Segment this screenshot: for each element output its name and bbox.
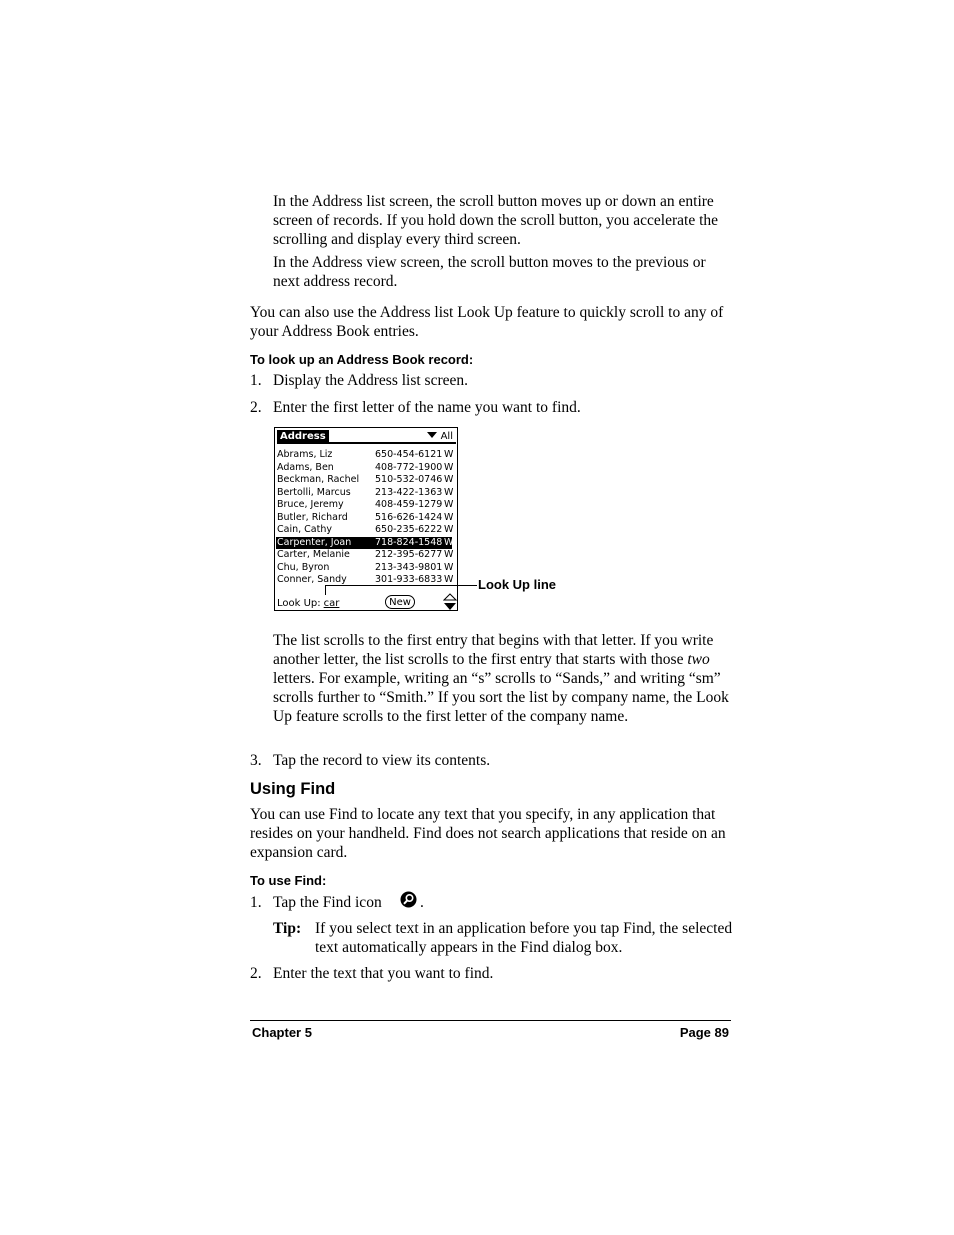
- contact-phone: 213-422-1363: [375, 486, 443, 498]
- find-paragraph: You can use Find to locate any text that you specify, in any application that resides on your handheld. Find does not search applications that reside on an expansion card.: [250, 806, 726, 861]
- phone-type: W: [444, 536, 454, 548]
- contact-name: Bruce, Jeremy: [277, 499, 344, 510]
- triangle-down-icon: [427, 432, 437, 438]
- address-row[interactable]: [276, 462, 452, 475]
- phone-type: W: [444, 574, 454, 585]
- contact-name: Adams, Ben: [277, 461, 334, 473]
- contact-phone: 718-824-1548: [375, 536, 443, 548]
- contact-phone: 408-459-1279: [375, 499, 443, 510]
- phone-type: W: [444, 449, 454, 460]
- find-icon: [400, 891, 417, 908]
- address-row[interactable]: [276, 524, 452, 537]
- contact-phone: 212-395-6277: [375, 549, 443, 560]
- intro-paragraph-3: You can also use the Address list Look Up feature to quickly scroll to any of your Address Book entries.: [250, 304, 724, 340]
- find-step-1: Tap the Find icon: [273, 894, 382, 911]
- address-row[interactable]: [276, 512, 452, 525]
- contact-name: Butler, Richard: [277, 511, 348, 523]
- address-row[interactable]: [276, 549, 452, 562]
- contact-name: Abrams, Liz: [277, 449, 333, 460]
- step-number: 2.: [250, 965, 262, 982]
- find-subheading: To use Find:: [250, 873, 327, 888]
- lookup-value: car: [323, 598, 340, 609]
- scroll-arrows-icon[interactable]: [443, 593, 457, 611]
- contact-phone: 301-933-6833: [375, 574, 443, 585]
- intro-paragraph-1: In the Address list screen, the scroll button moves up or down an entire screen of records. If you hold down the scroll button, you accelerate the scrolling and display every third screen.: [273, 193, 719, 248]
- contact-name: Cain, Cathy: [277, 524, 332, 535]
- address-list: [276, 449, 452, 587]
- address-row[interactable]: [276, 537, 452, 550]
- contact-name: Carpenter, Joan: [277, 536, 352, 548]
- lookup-heading: To look up an Address Book record:: [250, 352, 474, 367]
- callout-line-horizontal: [325, 585, 477, 586]
- lookup-step-1: Display the Address list screen.: [273, 372, 469, 389]
- contact-phone: 510-532-0746: [375, 474, 443, 485]
- step-number: 1.: [250, 894, 262, 911]
- category-label: All: [440, 431, 453, 442]
- contact-phone: 213-343-9801: [375, 561, 443, 573]
- lookup-explanation: The list scrolls to the first entry that begins with that letter. If you write another letter, the list scrolls to the first entry that starts with those two letters. For example, writing an “s” scrolls to “Sands,” and writing “sm” scrolls further to “Smith.” If you sort the list by company name, the Look Up feature scrolls to the first letter of the company name.: [273, 632, 729, 725]
- step-number: 3.: [250, 752, 262, 769]
- step-number: 2.: [250, 399, 262, 416]
- find-step-1-end: .: [420, 894, 424, 911]
- tip-text: If you select text in an application before you tap Find, the selected text automatically appears in the Find dialog box.: [315, 920, 733, 956]
- find-heading: Using Find: [250, 780, 336, 798]
- footer-rule: [250, 1020, 731, 1021]
- phone-type: W: [444, 486, 454, 498]
- phone-type: W: [444, 561, 454, 573]
- contact-name: Beckman, Rachel: [277, 474, 360, 485]
- phone-type: W: [444, 461, 454, 473]
- contact-name: Bertolli, Marcus: [277, 486, 351, 498]
- phone-type: W: [444, 474, 454, 485]
- contact-name: Chu, Byron: [277, 561, 330, 573]
- address-row[interactable]: [276, 562, 452, 575]
- category-picker[interactable]: [427, 430, 453, 443]
- phone-type: W: [444, 549, 454, 560]
- lookup-step-3: Tap the record to view its contents.: [273, 752, 491, 769]
- lookup-step-2: Enter the first letter of the name you want to find.: [273, 399, 581, 416]
- footer-chapter: Chapter 5: [252, 1025, 312, 1040]
- lookup-line-callout: Look Up line: [478, 577, 556, 592]
- footer-page: Page 89: [679, 1025, 729, 1040]
- address-list-screenshot: [274, 427, 458, 611]
- intro-paragraph-2: In the Address view screen, the scroll button moves to the previous or next address record.: [273, 254, 706, 290]
- callout-line-vertical: [325, 585, 326, 595]
- phone-type: W: [444, 511, 454, 523]
- step-number: 1.: [250, 372, 262, 389]
- address-row[interactable]: [276, 487, 452, 500]
- contact-phone: 408-772-1900: [375, 461, 443, 473]
- address-row[interactable]: [276, 499, 452, 512]
- lookup-label: Look Up:: [277, 598, 321, 609]
- address-row[interactable]: [276, 474, 452, 487]
- phone-type: W: [444, 524, 454, 535]
- find-step-2: Enter the text that you want to find.: [273, 965, 494, 982]
- contact-phone: 650-235-6222: [375, 524, 443, 535]
- contact-phone: 516-626-1424: [375, 511, 443, 523]
- new-button[interactable]: New: [385, 595, 415, 609]
- contact-name: Conner, Sandy: [277, 574, 347, 585]
- contact-phone: 650-454-6121: [375, 449, 443, 460]
- phone-type: W: [444, 499, 454, 510]
- tip-label: Tip:: [273, 920, 302, 937]
- address-row[interactable]: [276, 449, 452, 462]
- app-title: Address: [277, 430, 329, 443]
- lookup-field[interactable]: [277, 597, 339, 610]
- contact-name: Carter, Melanie: [277, 549, 350, 560]
